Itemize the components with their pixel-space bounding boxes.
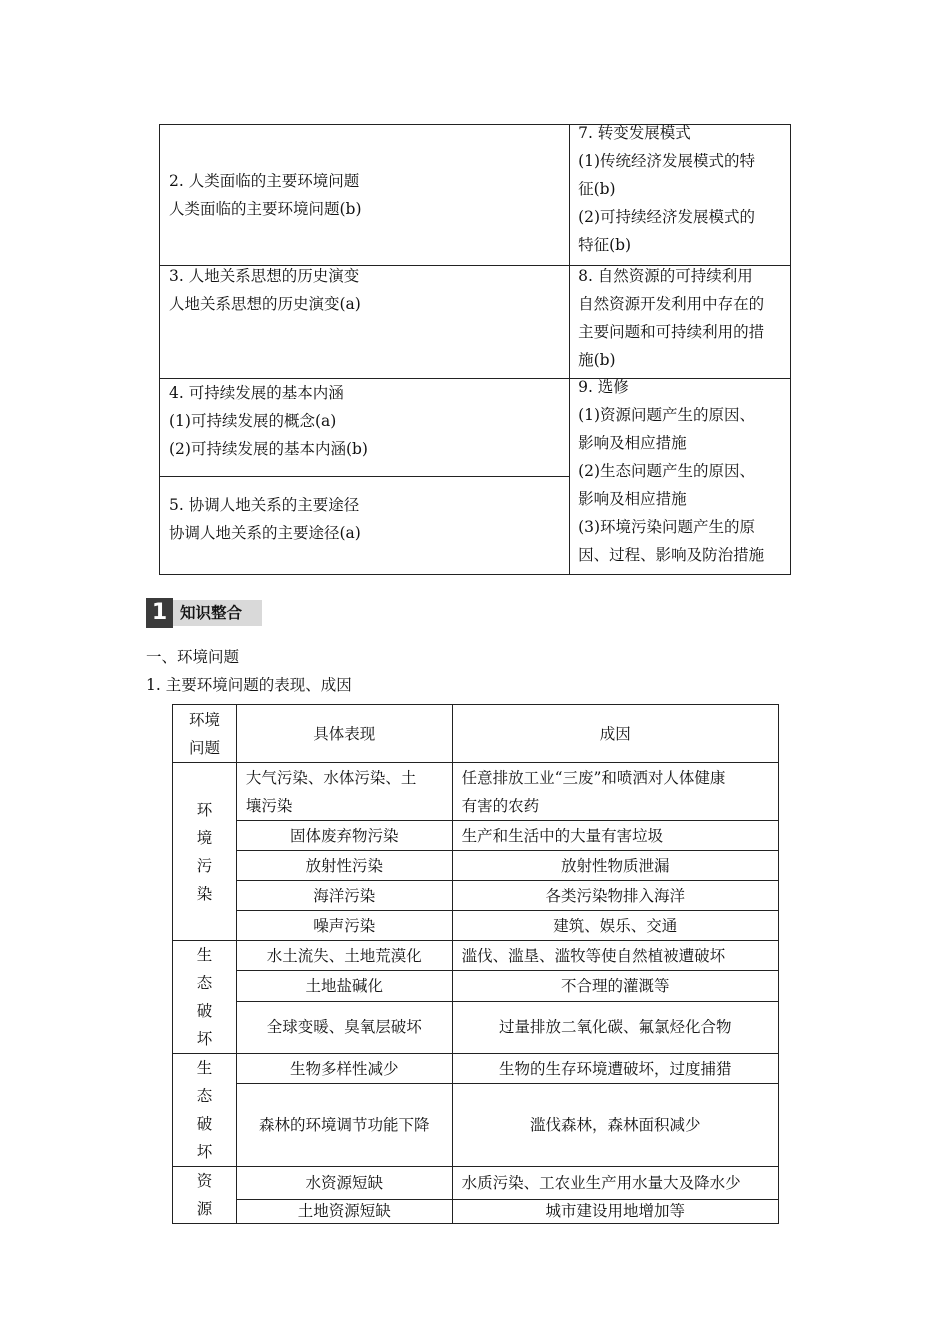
category-cell <box>173 1167 237 1224</box>
show-cell: 全球变暖、臭氧层破坏 <box>236 1001 452 1053</box>
heading-environment-problems: 一、环境问题 <box>146 648 240 666</box>
table-row <box>173 1054 779 1084</box>
outline-line: 因、过程、影响及防治措施 <box>578 546 765 564</box>
cause-cell: 放射性物质泄漏 <box>452 851 778 881</box>
category-char: 坏 <box>196 1143 213 1161</box>
outline-line: 影响及相应措施 <box>578 490 687 508</box>
show-cell: 土地资源短缺 <box>236 1199 452 1223</box>
header-category <box>173 705 237 763</box>
outline-cell-4 <box>160 379 570 477</box>
cause-cell: 不合理的灌溉等 <box>452 971 778 1001</box>
header-show: 具体表现 <box>236 705 452 763</box>
category-cell <box>173 941 237 1054</box>
show-cell: 海洋污染 <box>236 881 452 911</box>
outline-line: 主要问题和可持续利用的措 <box>578 323 765 341</box>
cause-cell: 各类污染物排入海洋 <box>452 881 778 911</box>
show-text: 壤污染 <box>245 796 293 815</box>
outline-title: 9. 选修 <box>578 378 629 396</box>
show-cell: 水资源短缺 <box>236 1167 452 1200</box>
table-header-row <box>173 705 779 763</box>
section-label: 知识整合 <box>173 600 262 626</box>
table-row <box>173 941 779 971</box>
outline-line: 协调人地关系的主要途径(a) <box>169 524 361 542</box>
show-cell: 噪声污染 <box>236 911 452 941</box>
cause-cell: 滥伐森林，森林面积减少 <box>452 1084 778 1167</box>
category-cell <box>173 763 237 941</box>
table-row <box>173 851 779 881</box>
category-char: 环 <box>196 800 213 819</box>
category-char: 境 <box>196 828 213 847</box>
outline-cell-2 <box>160 125 570 266</box>
outline-line: 征(b) <box>578 180 616 198</box>
table-row <box>173 911 779 941</box>
header-text: 问题 <box>188 738 220 757</box>
outline-line: (2)可持续经济发展模式的 <box>578 208 756 226</box>
cause-cell: 生物的生存环境遭破坏，过度捕猎 <box>452 1054 778 1084</box>
outline-line: 自然资源开发利用中存在的 <box>578 295 765 313</box>
table-row <box>173 1199 779 1223</box>
cause-cell: 生产和生活中的大量有害垃圾 <box>452 821 778 851</box>
category-char: 染 <box>196 884 213 903</box>
show-cell <box>236 763 452 821</box>
outline-line: (2)生态问题产生的原因、 <box>578 462 756 480</box>
outline-line: (1)可持续发展的概念(a) <box>169 412 337 430</box>
category-char: 污 <box>196 856 213 875</box>
cause-text: 有害的农药 <box>461 796 540 815</box>
outline-line: 特征(b) <box>578 236 632 254</box>
outline-line: (1)资源问题产生的原因、 <box>578 406 756 424</box>
cause-cell: 过量排放二氧化碳、氟氯烃化合物 <box>452 1001 778 1053</box>
category-char: 态 <box>196 974 213 992</box>
show-text: 大气污染、水体污染、土 <box>245 768 417 787</box>
outline-title: 4. 可持续发展的基本内涵 <box>169 384 344 402</box>
category-char: 生 <box>196 946 213 964</box>
outline-title: 3. 人地关系思想的历史演变 <box>169 267 360 285</box>
environment-problems-table <box>172 704 779 1224</box>
outline-title: 8. 自然资源的可持续利用 <box>578 267 753 285</box>
table-row <box>173 763 779 821</box>
table-row <box>173 881 779 911</box>
table-row <box>173 821 779 851</box>
show-cell: 土地盐碱化 <box>236 971 452 1001</box>
category-char: 态 <box>196 1087 213 1105</box>
outline-line: (2)可持续发展的基本内涵(b) <box>169 440 368 458</box>
outline-cell-9 <box>570 379 791 575</box>
table-row <box>173 1001 779 1053</box>
category-cell <box>173 1054 237 1167</box>
outline-title: 7. 转变发展模式 <box>578 124 691 142</box>
heading-main-problems: 1. 主要环境问题的表现、成因 <box>146 676 352 694</box>
outline-cell-3 <box>160 266 570 379</box>
show-cell: 森林的环境调节功能下降 <box>236 1084 452 1167</box>
category-char: 源 <box>196 1200 213 1218</box>
cause-cell: 城市建设用地增加等 <box>452 1199 778 1223</box>
show-cell: 生物多样性减少 <box>236 1054 452 1084</box>
category-char: 破 <box>196 1115 213 1133</box>
header-text: 环境 <box>188 710 220 729</box>
section-number-badge: 1 <box>146 598 173 628</box>
category-char: 破 <box>196 1002 213 1020</box>
show-cell: 放射性污染 <box>236 851 452 881</box>
outline-line: 人地关系思想的历史演变(a) <box>169 295 361 313</box>
cause-text: 任意排放工业“三废”和喷洒对人体健康 <box>461 768 726 787</box>
cause-cell: 建筑、娱乐、交通 <box>452 911 778 941</box>
outline-line: (1)传统经济发展模式的特 <box>578 152 756 170</box>
outline-cell-8 <box>570 266 791 379</box>
show-cell: 水土流失、土地荒漠化 <box>236 941 452 971</box>
header-cause: 成因 <box>452 705 778 763</box>
table-row <box>173 1084 779 1167</box>
outline-table <box>159 124 791 575</box>
category-char: 生 <box>196 1059 213 1077</box>
outline-title: 2. 人类面临的主要环境问题 <box>169 172 360 190</box>
category-char: 坏 <box>196 1030 213 1048</box>
cause-cell <box>452 763 778 821</box>
cause-cell: 滥伐、滥垦、滥牧等使自然植被遭破坏 <box>452 941 778 971</box>
outline-line: 人类面临的主要环境问题(b) <box>169 200 362 218</box>
outline-line: (3)环境污染问题产生的原 <box>578 518 756 536</box>
outline-line: 影响及相应措施 <box>578 434 687 452</box>
table-row <box>173 971 779 1001</box>
outline-title: 5. 协调人地关系的主要途径 <box>169 496 360 514</box>
outline-line: 施(b) <box>578 351 616 369</box>
outline-cell-7 <box>570 125 791 266</box>
cause-cell: 水质污染、工农业生产用水量大及降水少 <box>452 1167 778 1200</box>
outline-cell-5 <box>160 477 570 575</box>
category-char: 资 <box>196 1172 213 1190</box>
table-row <box>173 1167 779 1200</box>
show-cell: 固体废弃物污染 <box>236 821 452 851</box>
